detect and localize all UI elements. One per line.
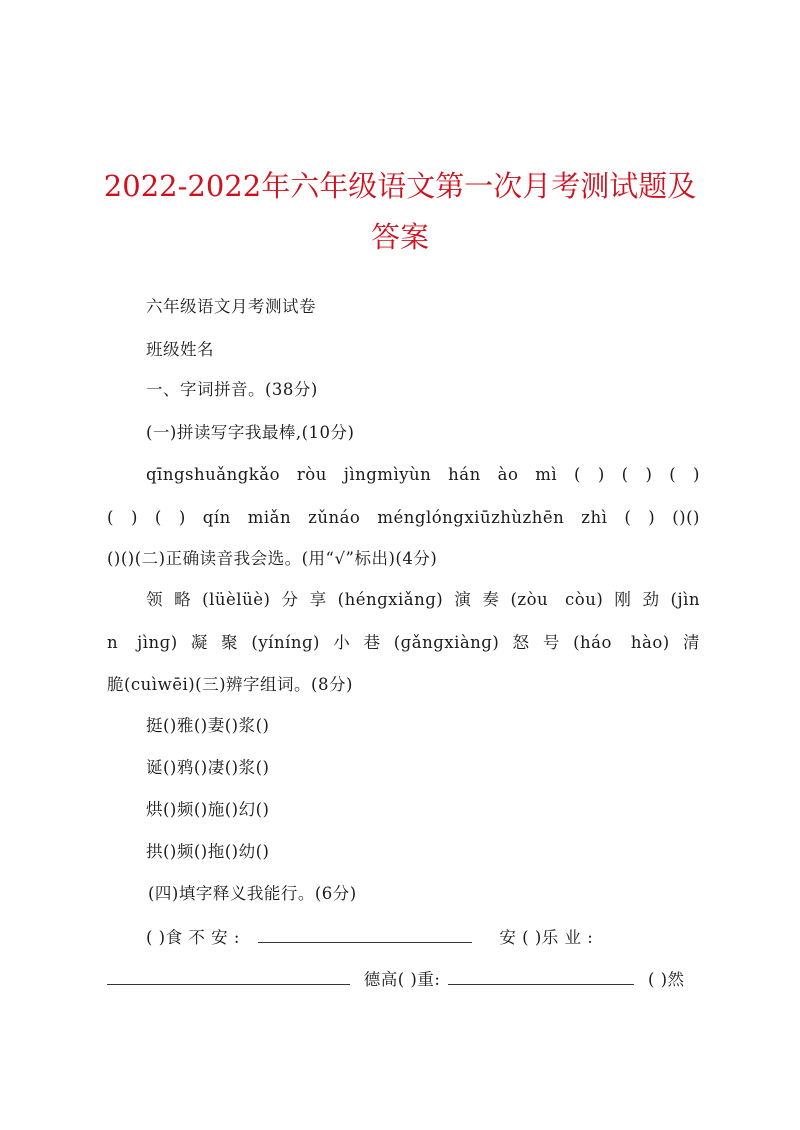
document-title-line-2: 答案	[370, 220, 429, 254]
char-group-row-4: 拱()频()拖()幼()	[146, 842, 270, 861]
exam-name: 六年级语文月考测试卷	[146, 297, 316, 316]
answer-blank	[258, 928, 472, 943]
idiom-prompt-1: ( )食 不 安 :	[146, 928, 240, 947]
section-1-heading: 一、字词拼音。(38分)	[146, 380, 318, 399]
idiom-prompt-4: ( )然	[647, 970, 685, 989]
pinyin-line-1: qīngshuǎngkǎo ròu jìngmìyùn hán ào mì ( ) ( ) ( )	[146, 465, 700, 484]
fill-row-1	[146, 928, 739, 947]
document-title-line-1: 2022-2022年六年级语文第一次月考测试题及	[103, 169, 697, 203]
char-group-row-1: 挺()雅()妻()浆()	[146, 716, 270, 735]
pronunciation-line-2: n jìnɡ)凝聚(yínínɡ)小巷(ɡǎnɡxiànɡ)怒号(háo hào)清	[107, 633, 700, 652]
subsection-2-heading: ()()(二)正确读音我会选。(用“√”标出)(4分)	[107, 549, 438, 568]
subsection-1-heading: (一)拼读写字我最棒,(10分)	[146, 423, 355, 442]
answer-blank	[107, 970, 350, 985]
char-group-row-2: 诞()鸦()凄()浆()	[146, 758, 270, 777]
class-name-line: 班级姓名	[146, 340, 214, 359]
subsection-3-heading: 脆(cuìwēi)(三)辨字组词。(8分)	[107, 675, 353, 694]
pronunciation-line-1: 领略(lüèlüè)分享(hénɡxiǎnɡ)演奏(zòu còu)刚劲(jìn	[146, 590, 700, 609]
idiom-prompt-2: 安 ( )乐 业 :	[499, 928, 594, 947]
subsection-4-heading: (四)填字释义我能行。(6分)	[148, 884, 357, 903]
answer-blank	[448, 970, 634, 985]
char-group-row-3: 烘()频()施()幻()	[146, 800, 270, 819]
idiom-prompt-3: 德高( )重:	[363, 970, 441, 989]
fill-row-2	[107, 970, 700, 989]
pinyin-line-2: ( ) ( ) qín miǎn zǔnáo ménglóngxiūzhùzhēn zhì ( ) ()()	[107, 508, 700, 527]
